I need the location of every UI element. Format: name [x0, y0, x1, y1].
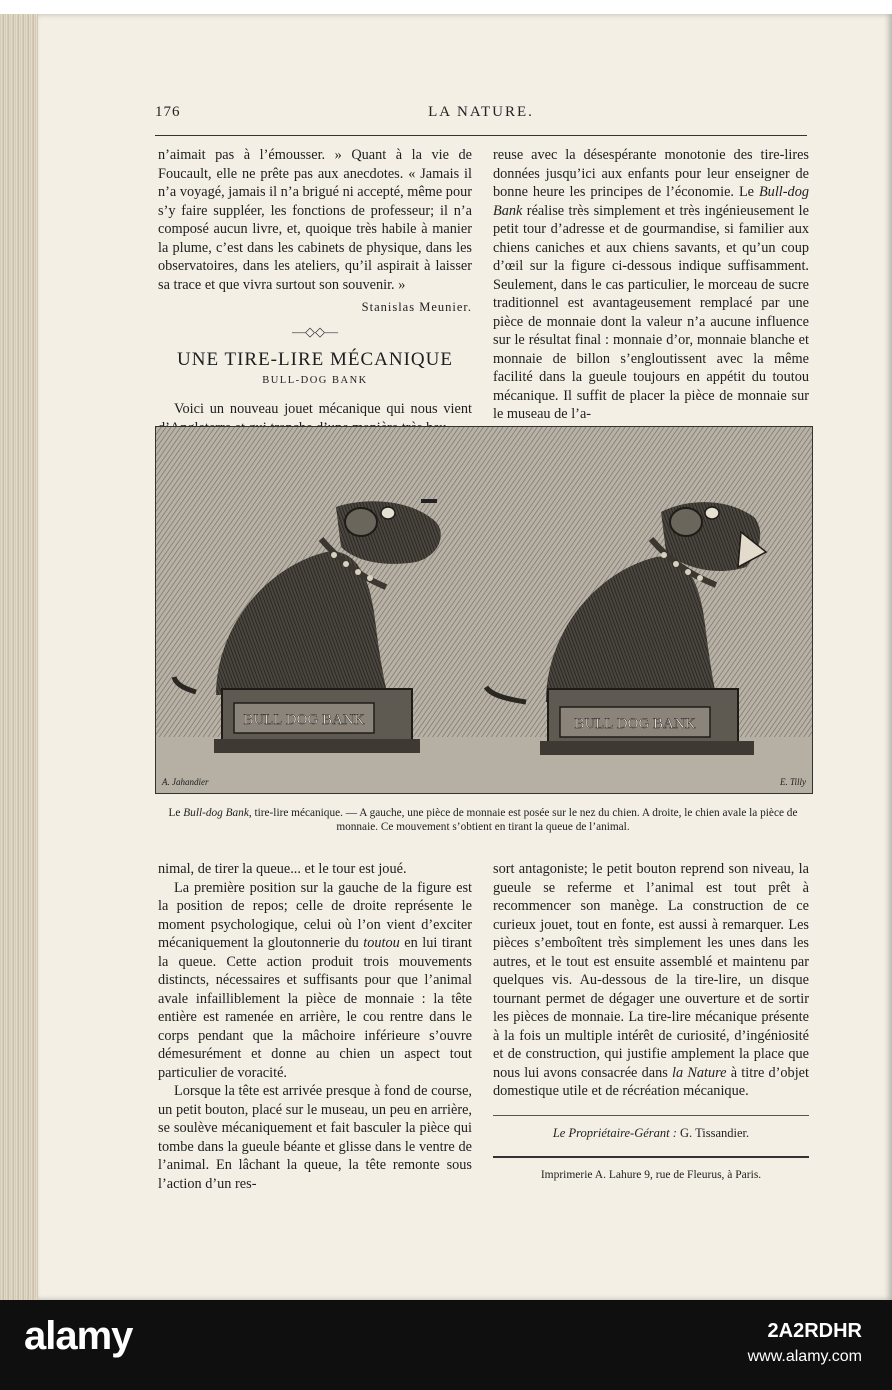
caption-run: , tire-lire mécanique. — A gauche, une pièce de monnaie est posée sur le nez du chien. A droite, le chien avale la pièce de monnaie. Ce mouvement s’obtient en tirant la queue de l’animal.	[248, 807, 798, 833]
scan-top-margin	[0, 0, 892, 14]
proprietor-label: Le Propriétaire-Gérant :	[552, 1125, 677, 1140]
stock-url: www.alamy.com	[747, 1348, 862, 1365]
bank-name-italic: Bull-dog Bank	[493, 184, 809, 219]
la-nature-italic: la Nature	[672, 1064, 727, 1081]
page-number: 176	[155, 104, 181, 120]
caption-text	[158, 806, 808, 834]
right-column-bottom	[493, 860, 809, 1185]
printer-imprint: Imprimerie A. Lahure 9, rue de Fleurus, à Paris.	[493, 1156, 809, 1185]
bulldog-bank-engraving	[155, 426, 813, 794]
proprietor-name: G. Tissandier.	[680, 1125, 750, 1140]
continuation-paragraph: nimal, de tirer la queue... et le tour est joué.	[158, 861, 407, 877]
proprietor-line	[493, 1115, 809, 1143]
book-page-edges	[0, 14, 40, 1300]
text-run: réalise très simplement et très ingénieusement le petit tour d’adresse et de gourmandise, si familier aux chiens caniches et aux chiens savants, et qu’un coup d’œil sur la figure ci-dessous indique suffisamment. Seulement, dans le cas particulier, le morceau de sucre traditionnel est avantageusement remplacé par une pièce de monnaie dont la valeur n’a aucune influence sur le résultat final : monnaie d’or, monnaie blanche et monnaie de billon s’engloutissent avec la même facilité dans la gueule toujours en appétit du toutou mécanique. Il suffit de placer la pièce de monnaie sur le museau de l’a-	[493, 202, 809, 422]
right-bank-plinth	[540, 741, 754, 755]
text-run: reuse avec la désespérante monotonie des tire-lires données jusqu’ici aux enfants pour leur enseigner de bonne heure les principes de l’économie. Le	[493, 147, 809, 200]
toutou-italic: toutou	[363, 935, 400, 951]
engraver-signature-right: E. Tilly	[779, 777, 806, 787]
left-bank-plinth	[214, 739, 420, 753]
engraving-illustration	[156, 427, 812, 793]
right-bank-label: BULL DOG BANK	[574, 716, 696, 732]
article-subtitle: BULL-DOG BANK	[262, 374, 368, 386]
text-run: sort antagoniste; le petit bouton reprend son niveau, la gueule se referme et l’animal est tout prêt à recommencer son manège. La construction de ce curieux jouet, tout en fonte, est aussi à remarquer. Les pièces s’emboîtent très simplement les unes dans les autres, et le tout est ensuite assemblé et maintenu par quelques vis. Au-dessous de la tire-lire, un disque tournant permet de dégager une ouverture et de sortir les pièces de monnaie. La tire-lire mécanique présente à la fois un multiple intérêt de curiosité, d’ingéniosité et de construction, qui justifie amplement la place que nous lui avons consacrée dans	[493, 861, 809, 1081]
mechanism-paragraph: Lorsque la tête est arrivée presque à fond de course, un petit bouton, placé sur le museau, un peu en arrière, se soulève mécaniquement et fait basculer la pièce qui tombe dans la gueule béante et glisse dans le ventre de l’animal. En lâchant la queue, la tête remonte sous l’action d’un res-	[158, 1083, 472, 1192]
header-rule	[155, 135, 807, 136]
running-header	[155, 104, 807, 128]
right-top-paragraph	[493, 146, 809, 424]
left-column-top	[158, 146, 472, 437]
caption-italic: Bull-dog Bank	[183, 807, 249, 819]
figure-caption	[158, 806, 808, 834]
author-signature: Stanislas Meunier.	[361, 300, 472, 314]
first-position-paragraph	[158, 879, 472, 1083]
left-bank-label: BULL DOG BANK	[243, 712, 365, 728]
right-column-top	[493, 146, 809, 424]
caption-run: Le	[168, 807, 184, 819]
journal-title: LA NATURE.	[428, 104, 534, 120]
left-column-bottom	[158, 860, 472, 1193]
stock-image-id: 2A2RDHR	[767, 1320, 862, 1342]
stock-footer-band	[0, 1300, 892, 1390]
text-run: La première position sur la gauche de la figure est la position de repos; celle de droite représente le moment psychologique, celui où l’on vient d’exciter mécaniquement la gloutonnerie du	[158, 879, 472, 951]
construction-paragraph	[493, 860, 809, 1101]
article-title: UNE TIRE-LIRE MÉCANIQUE	[177, 349, 453, 370]
foucault-paragraph: n’aimait pas à l’émousser. » Quant à la vie de Foucault, elle ne prête pas aux anecdotes. « Jamais il n’a voyagé, jamais il n’a brigué ni accepté, même pour s’y faire suppléer, les fonctions de professeur; il n’a composé aucun livre, et, quoique très habile à manier la plume, c’est dans les cabinets de physique, dans les observatoires, dans les ateliers, qu’il aspirait à laisser sa trace et que vivra surtout son souvenir. »	[158, 147, 473, 293]
text-run: en lui tirant la queue. Cette action produit trois mouvements distincts, nécessaires et suffisants pour que l’animal avale infailliblement la pièce de monnaie : la tête entière est ramenée en arrière, le cou rentre dans le corps pendant que la mâchoire inférieure s’ouvre démesurément et donne au chien un aspect tout particulier de voracité.	[158, 935, 473, 1081]
text-run: à titre d’objet domestique utile et de récréation mécanique.	[493, 1064, 809, 1099]
intro-paragraph: Voici un nouveau jouet mécanique qui nous vient	[174, 401, 472, 417]
alamy-logo: alamy	[24, 1314, 133, 1358]
section-ornament: —◇◇—	[292, 323, 338, 339]
engraver-signature-left: A. Jahandier	[162, 777, 209, 787]
